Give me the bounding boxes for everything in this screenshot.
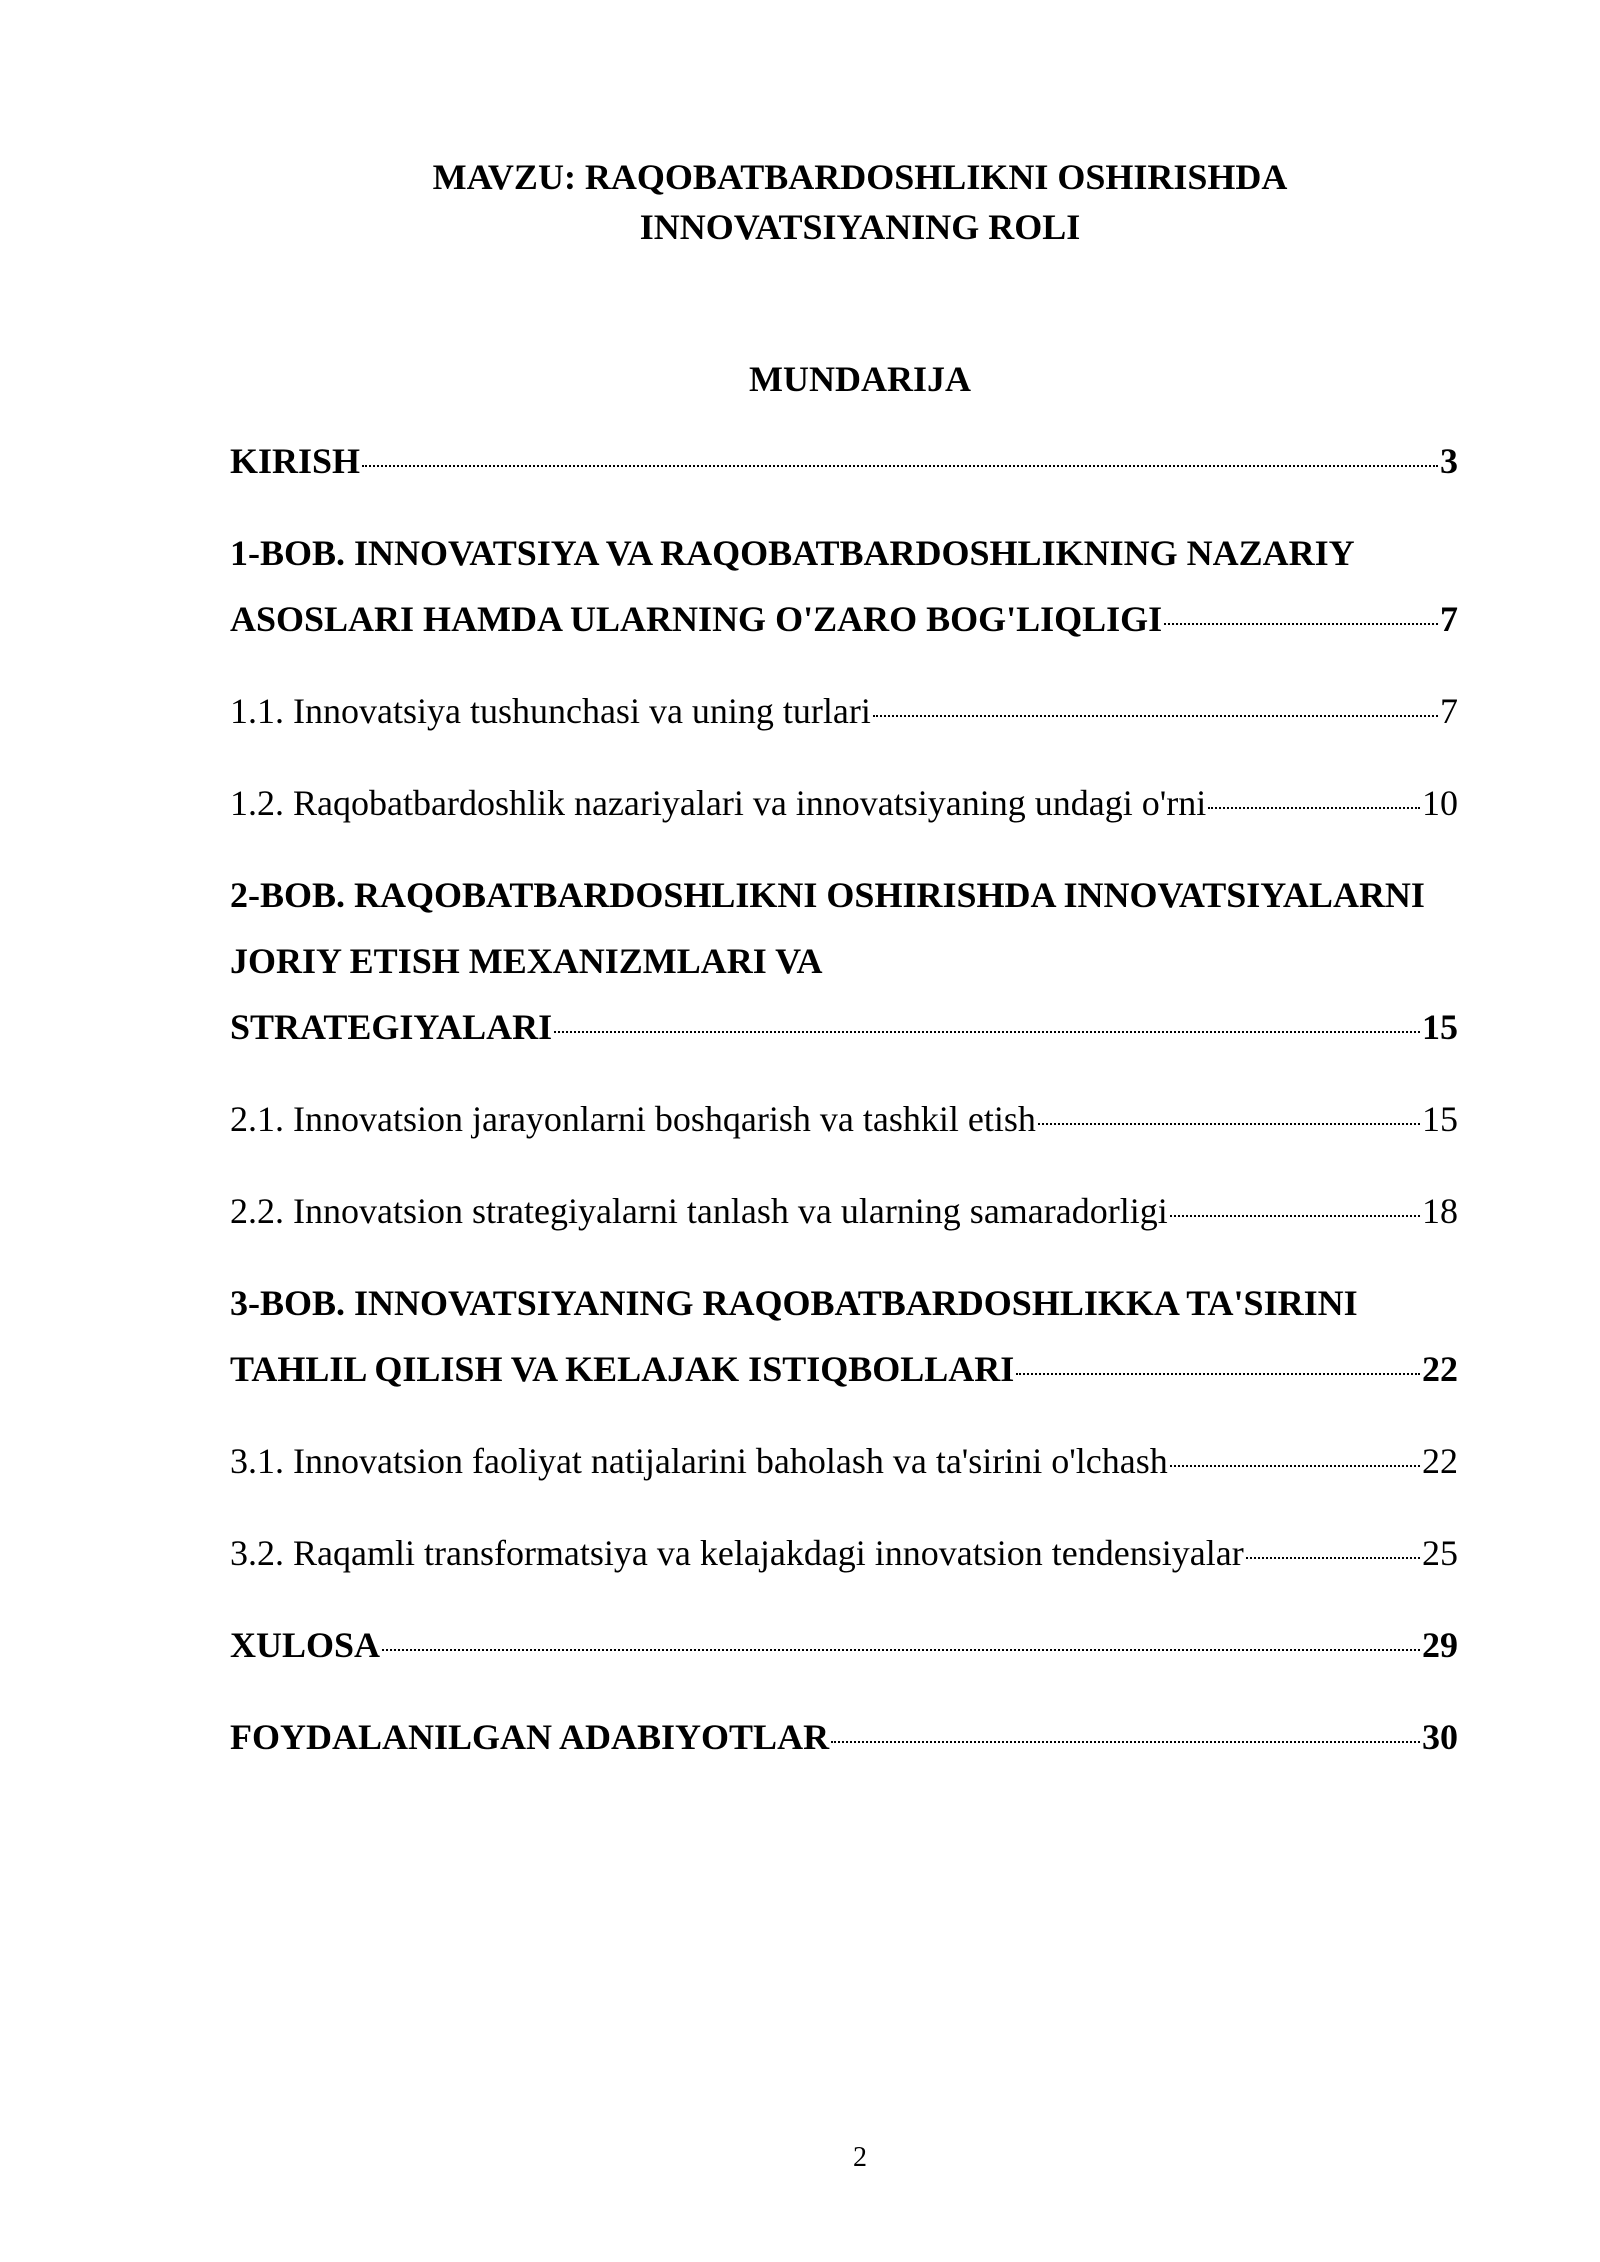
toc-entry-title: 3.1. Innovatsion faoliyat natijalarini baholash va ta'sirini o'lchash bbox=[230, 1441, 1168, 1481]
toc-entry-title: STRATEGIYALARI bbox=[230, 1007, 553, 1047]
toc-entry-title: 1.2. Raqobatbardoshlik nazariyalari va innovatsiyaning undagi o'rni bbox=[230, 783, 1207, 823]
toc-entry-line bbox=[230, 1704, 1458, 1770]
toc-entry-line bbox=[230, 1612, 1458, 1678]
toc-entry-title: 1.1. Innovatsiya tushunchasi va uning turlari bbox=[230, 691, 871, 731]
toc-entry-title: KIRISH bbox=[230, 441, 361, 481]
document-title-line-1: MAVZU: RAQOBATBARDOSHLIKNI OSHIRISHDA bbox=[432, 157, 1288, 197]
toc-entry bbox=[230, 770, 1458, 836]
toc-entry-page: 3 bbox=[1440, 441, 1458, 481]
toc-entry-page: 18 bbox=[1422, 1191, 1458, 1231]
toc-entry bbox=[230, 862, 1458, 1060]
toc-entry bbox=[230, 520, 1458, 652]
toc-entry-title-lead: 3-BOB. INNOVATSIYANING RAQOBATBARDOSHLIKKA TA'SIRINI bbox=[230, 1283, 1358, 1323]
dot-leader bbox=[382, 1649, 1420, 1651]
dot-leader bbox=[554, 1031, 1420, 1033]
dot-leader bbox=[1246, 1557, 1420, 1559]
toc-entry-page: 7 bbox=[1440, 691, 1458, 731]
table-of-contents bbox=[230, 428, 1458, 1770]
toc-entry-page: 7 bbox=[1440, 599, 1458, 639]
toc-heading: MUNDARIJA bbox=[749, 359, 971, 399]
toc-entry-line bbox=[230, 428, 1458, 494]
page-number: 2 bbox=[853, 2142, 867, 2173]
toc-entry-title: 2.1. Innovatsion jarayonlarni boshqarish va tashkil etish bbox=[230, 1099, 1036, 1139]
dot-leader bbox=[1038, 1123, 1420, 1125]
toc-entry-line bbox=[230, 770, 1458, 836]
toc-entry-title: XULOSA bbox=[230, 1625, 381, 1665]
toc-entry-page: 25 bbox=[1422, 1533, 1458, 1573]
toc-entry-line bbox=[230, 1086, 1458, 1152]
toc-entry bbox=[230, 1612, 1458, 1678]
document-title bbox=[0, 152, 1600, 252]
toc-entry-page: 22 bbox=[1422, 1441, 1458, 1481]
dot-leader bbox=[873, 715, 1438, 717]
toc-entry-title-lead: 2-BOB. RAQOBATBARDOSHLIKNI OSHIRISHDA INNOVATSIYALARNI JORIY ETISH MEXANIZMLARI VA bbox=[230, 875, 1425, 981]
dot-leader bbox=[1208, 807, 1420, 809]
toc-entry-title: FOYDALANILGAN ADABIYOTLAR bbox=[230, 1717, 830, 1757]
dot-leader bbox=[831, 1741, 1420, 1743]
toc-entry-line bbox=[230, 1336, 1458, 1402]
toc-entry-page: 10 bbox=[1422, 783, 1458, 823]
toc-entry-title: 2.2. Innovatsion strategiyalarni tanlash va ularning samaradorligi bbox=[230, 1191, 1168, 1231]
dot-leader bbox=[1164, 623, 1438, 625]
toc-entry-title: ASOSLARI HAMDA ULARNING O'ZARO BOG'LIQLIGI bbox=[230, 599, 1163, 639]
toc-entry-title: 3.2. Raqamli transformatsiya va kelajakdagi innovatsion tendensiyalar bbox=[230, 1533, 1244, 1573]
toc-entry-line bbox=[230, 1178, 1458, 1244]
dot-leader bbox=[362, 465, 1438, 467]
toc-entry bbox=[230, 1086, 1458, 1152]
dot-leader bbox=[1170, 1465, 1420, 1467]
toc-entry-title-lead: 1-BOB. INNOVATSIYA VA RAQOBATBARDOSHLIKNING NAZARIY bbox=[230, 533, 1355, 573]
toc-entry bbox=[230, 1704, 1458, 1770]
toc-entry-line bbox=[230, 1428, 1458, 1494]
toc-entry-page: 30 bbox=[1422, 1717, 1458, 1757]
toc-entry-line bbox=[230, 994, 1458, 1060]
dot-leader bbox=[1016, 1373, 1420, 1375]
toc-entry bbox=[230, 1428, 1458, 1494]
dot-leader bbox=[1170, 1215, 1420, 1217]
toc-entry bbox=[230, 428, 1458, 494]
toc-entry-line bbox=[230, 586, 1458, 652]
toc-entry bbox=[230, 1178, 1458, 1244]
toc-entry-page: 29 bbox=[1422, 1625, 1458, 1665]
toc-entry-line bbox=[230, 1520, 1458, 1586]
toc-entry bbox=[230, 1520, 1458, 1586]
toc-entry bbox=[230, 678, 1458, 744]
toc-entry-title: TAHLIL QILISH VA KELAJAK ISTIQBOLLARI bbox=[230, 1349, 1015, 1389]
toc-entry-page: 15 bbox=[1422, 1007, 1458, 1047]
toc-entry-page: 15 bbox=[1422, 1099, 1458, 1139]
toc-entry-page: 22 bbox=[1422, 1349, 1458, 1389]
toc-entry bbox=[230, 1270, 1458, 1402]
document-title-line-2: INNOVATSIYANING ROLI bbox=[639, 207, 1081, 247]
toc-entry-line bbox=[230, 678, 1458, 744]
